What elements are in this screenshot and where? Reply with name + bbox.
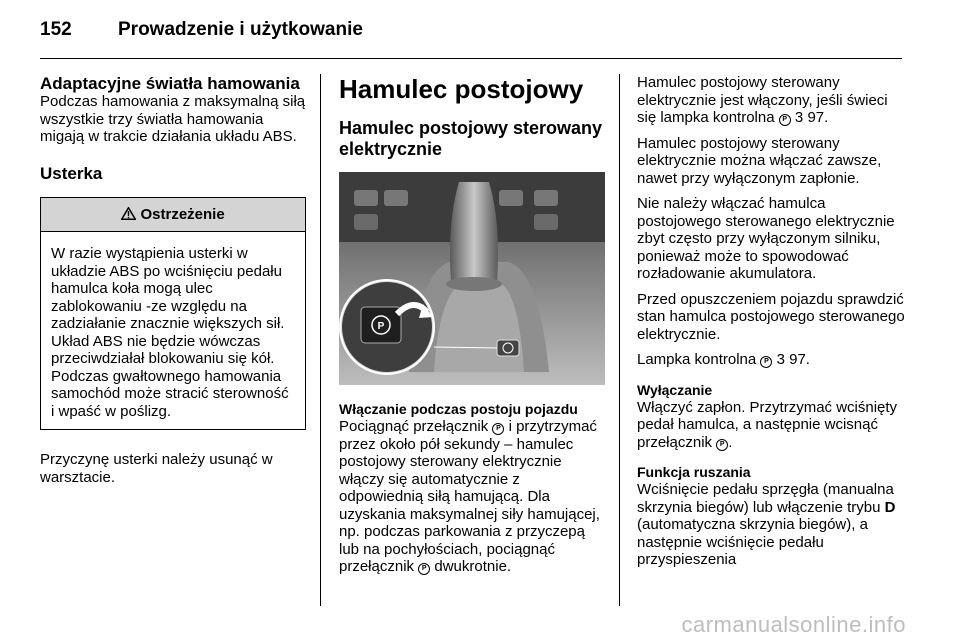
parking-brake-icon: P [779,114,791,126]
heading-drive-away: Funkcja ruszania [637,464,751,480]
header-rule [40,58,902,59]
warning-text: W razie wystąpienia usterki w układzie ABS po wciśnięciu pedału hamulca koła mogą ulec zablokowaniu -ze względu na zadziałanie znacznie większych sił. Układ ABS nie będzie wówczas przeciwdziałał blokowaniu się kół. Podczas gwałtownego hamowania samochód może stracić sterowność i wpaść w poślizg. [51,245,289,420]
column-right [637,74,907,569]
page-number: 152 [40,19,72,40]
paragraph: Przyczynę usterki należy usunąć w warsztacie. [40,451,273,486]
warning-title: Ostrzeżenie [140,205,225,223]
heading-release: Wyłączanie [637,381,713,398]
ref-arrow-icon: 3 [776,351,785,368]
paragraph: Włączyć zapłon. Przytrzymać wciśnięty pedał hamulca, a następnie wcisnąć przełącznik P . [637,398,898,451]
heading-adaptive-brake-lights: Adaptacyjne światła hamowania [40,74,300,93]
paragraph: Hamulec postojowy sterowany elektrycznie jest włączony, jeśli świeci się lampka kontrolna P 3 97. [637,74,888,126]
heading-engage-stationary: Włączanie podczas postoju pojazdu [339,401,578,417]
parking-brake-icon: P [716,439,728,451]
paragraph: Wciśnięcie pedału sprzęgła (manualna skrzynia biegów) lub włączenie trybu D (automatyczna skrzynia biegów), a następnie wciśnięcie pedału przyspieszenia [637,481,896,568]
page-header [40,12,363,48]
column-middle [339,74,605,576]
paragraph: Lampka kontrolna P 3 97. [637,351,810,368]
warning-box [40,197,306,431]
paragraph: Nie należy włączać hamulca postojowego sterowanego elektrycznie zbyt często przy wyłączonym silniku, ponieważ może to spowodować rozładowanie akumulatora. [637,195,895,282]
paragraph: Przed opuszczeniem pojazdu sprawdzić stan hamulca postojowego sterowanego elektrycznie. [637,290,905,343]
column-left [40,74,306,486]
parking-brake-icon: P [492,423,504,435]
watermark: carmanualsonline.info [681,612,906,637]
warning-header [41,198,305,233]
page-title: Hamulec postojowy [339,74,584,104]
subtitle: Hamulec postojowy sterowany elektrycznie [339,118,603,159]
section-title: Prowadzenie i użytkowanie [118,19,363,40]
column-divider [320,74,321,606]
paragraph: Podczas hamowania z maksymalną siłą wszystkie trzy światła hamowania migają w trakcie działania układu ABS. [40,93,306,145]
paragraph: Hamulec postojowy sterowany elektrycznie można włączać zawsze, nawet przy wyłączonym zapłonie. [637,134,882,187]
parking-brake-photo [339,172,605,385]
svg-text:P: P [377,321,385,332]
paragraph-engage: Pociągnąć przełącznik P i przytrzymać przez około pół sekundy – hamulec postojowy sterowany elektrycznie włączy się automatycznie z odpowiednią siłą hamującą. Dla uzyskania maksymalnej siły hamującej, np. podczas parkowania z przyczepą lub na pochyłościach, pociągnąć przełącznik P dwukrotnie. [339,418,600,575]
warning-triangle-icon [121,206,140,223]
parking-brake-icon: P [418,563,430,575]
heading-fault: Usterka [40,163,103,183]
parking-brake-icon: P [760,356,772,368]
column-divider [619,74,620,606]
ref-arrow-icon: 3 [794,109,804,126]
